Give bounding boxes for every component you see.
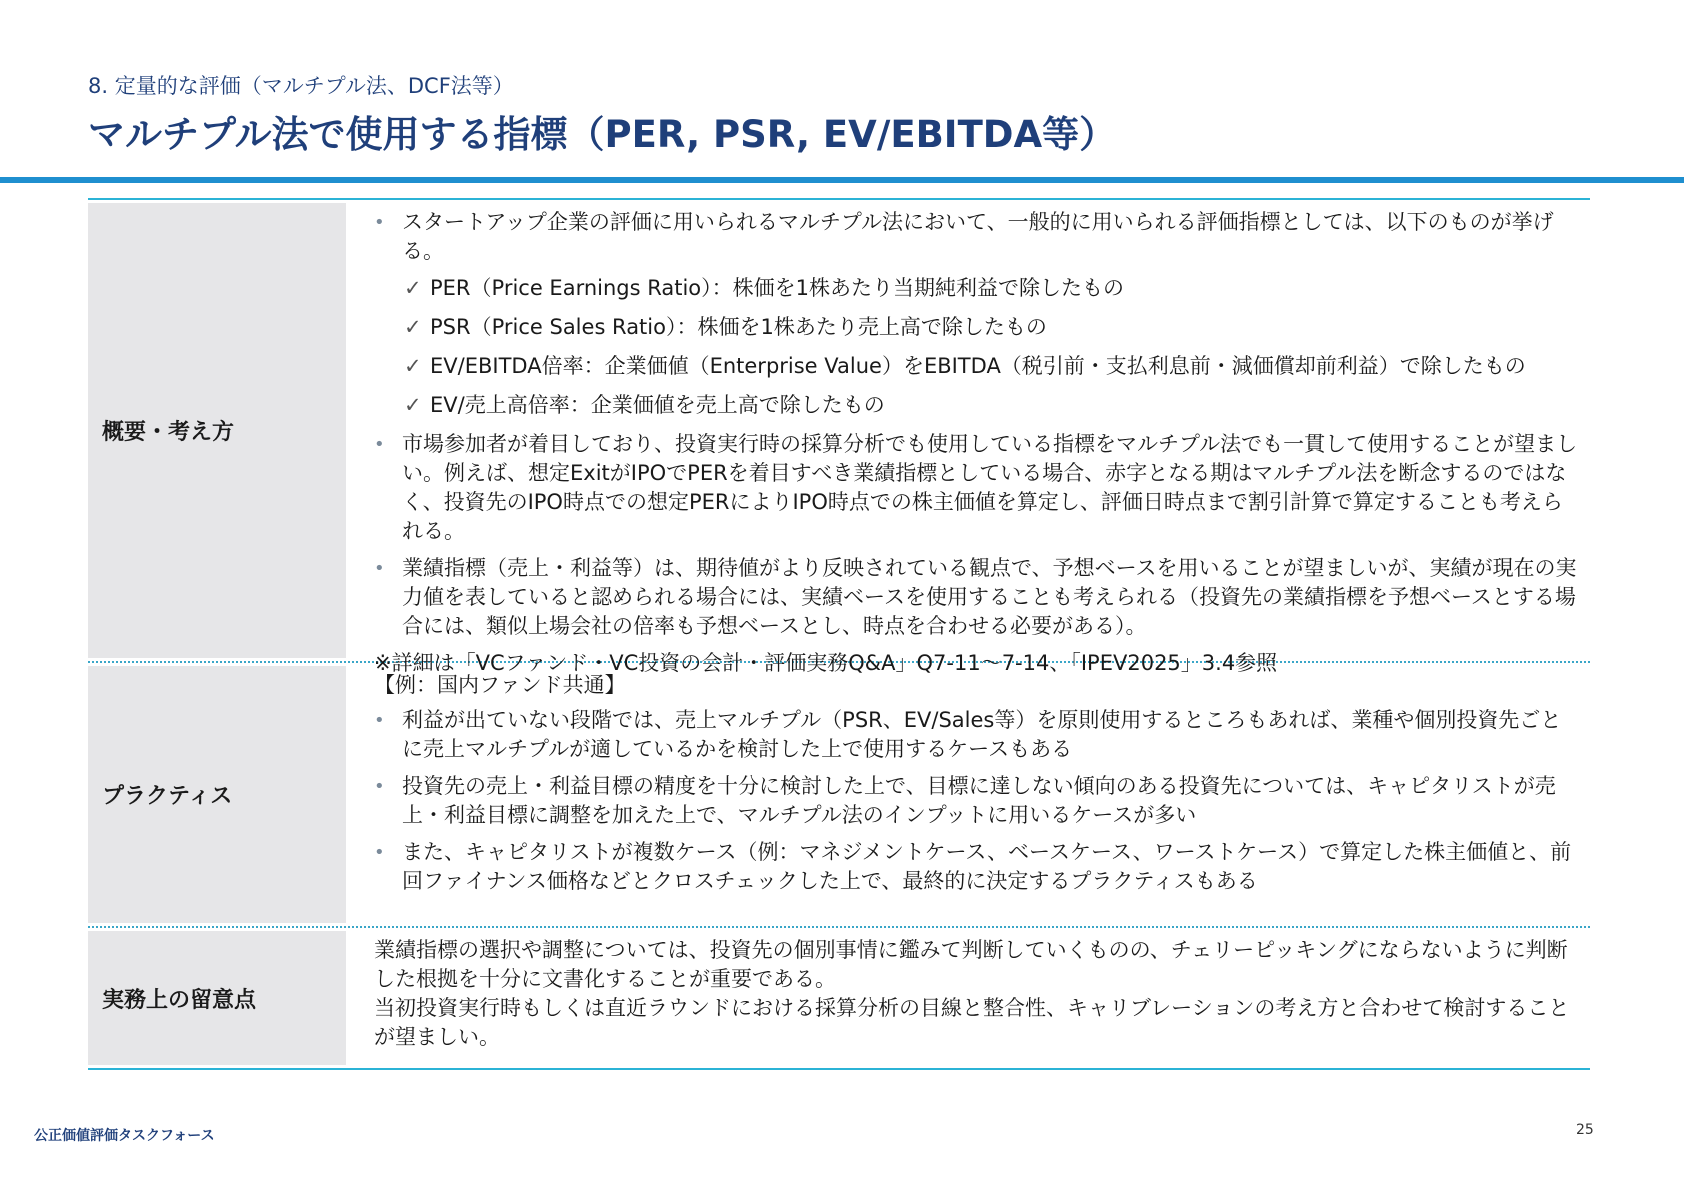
check-item — [374, 391, 1580, 419]
bullet-list — [374, 430, 1580, 641]
list-item — [374, 430, 1580, 546]
bullet-text: 利益が出ていない段階では、売上マルチプル（PSR、EV/Sales等）を原則使用するところもあれば、業種や個別投資先ごとに売上マルチプルが適しているかを検討した上で使用するケースもある — [402, 708, 1562, 761]
bullet-list — [374, 706, 1580, 896]
bullet-icon: • — [374, 842, 385, 863]
row-content — [346, 928, 1590, 1068]
footer-organization: 公正価値評価タスクフォース — [34, 1128, 215, 1144]
bullet-icon: • — [374, 434, 385, 455]
title-divider — [0, 177, 1684, 183]
list-item — [374, 772, 1580, 830]
check-item — [374, 352, 1580, 380]
row-content — [346, 200, 1590, 675]
table-row-overview — [88, 200, 1590, 675]
table-row-notes — [88, 926, 1590, 1070]
check-icon: ✓ — [404, 315, 422, 339]
check-list — [374, 274, 1580, 419]
page-number: 25 — [1576, 1122, 1594, 1138]
check-text: EV/売上高倍率：企業価値を売上高で除したもの — [430, 393, 885, 417]
bullet-icon: • — [374, 558, 385, 579]
row-content — [346, 663, 1590, 926]
check-text: PER（Price Earnings Ratio）：株価を1株あたり当期純利益で除したもの — [430, 276, 1125, 300]
bullet-text: 投資先の売上・利益目標の精度を十分に検討した上で、目標に達しない傾向のある投資先については、キャピタリストが売上・利益目標に調整を加えた上で、マルチプル法のインプットに用いるケースが多い — [402, 774, 1556, 827]
bullet-list — [374, 208, 1580, 266]
reference-note: ※詳細は「VCファンド・VC投資の会計・評価実務Q&A」Q7-11〜7-14、「IPEV2025」3.4参照 — [374, 651, 1278, 675]
content-table — [88, 198, 1590, 1070]
row-label: 実務上の留意点 — [88, 931, 346, 1065]
list-item — [374, 554, 1580, 641]
bullet-icon: • — [374, 212, 385, 233]
bullet-text: また、キャピタリストが複数ケース（例：マネジメントケース、ベースケース、ワーストケース）で算定した株主価値と、前回ファイナンス価格などとクロスチェックした上で、最終的に決定するプラクティスもある — [402, 840, 1572, 893]
bullet-text: 市場参加者が着目しており、投資実行時の採算分析でも使用している指標をマルチプル法でも一貫して使用することが望ましい。例えば、想定ExitがIPOでPERを着目すべき業績指標としている場合、赤字となる期はマルチプル法を断念するのではなく、投資先のIPO時点での想定PERによりIPO時点での株主価値を算定し、評価日時点まで割引計算で算定することも考えられる。 — [402, 432, 1578, 543]
bullet-icon: • — [374, 710, 385, 731]
list-item — [374, 706, 1580, 764]
row-label: プラクティス — [88, 666, 346, 923]
row-label: 概要・考え方 — [88, 203, 346, 658]
example-heading: 【例：国内ファンド共通】 — [374, 673, 626, 697]
page-title: マルチプル法で使用する指標（PER, PSR, EV/EBITDA等） — [88, 113, 1117, 156]
bullet-icon: • — [374, 776, 385, 797]
note-paragraph: 業績指標の選択や調整については、投資先の個別事情に鑑みて判断していくものの、チェリーピッキングにならないように判断した根拠を十分に文書化することが重要である。 — [374, 938, 1568, 991]
check-icon: ✓ — [404, 276, 422, 300]
bullet-text: 業績指標（売上・利益等）は、期待値がより反映されている観点で、予想ベースを用いることが望ましいが、実績が現在の実力値を表していると認められる場合には、実績ベースを使用することも考えられる（投資先の業績指標を予想ベースとする場合には、類似上場会社の倍率も予想ベースとし、時点を合わせる必要がある）。 — [402, 556, 1577, 638]
check-icon: ✓ — [404, 393, 422, 417]
note-paragraph: 当初投資実行時もしくは直近ラウンドにおける採算分析の目線と整合性、キャリブレーションの考え方と合わせて検討することが望ましい。 — [374, 996, 1570, 1049]
table-row-practice — [88, 661, 1590, 926]
check-text: EV/EBITDA倍率：企業価値（Enterprise Value）をEBITDA（税引前・支払利息前・減価償却前利益）で除したもの — [430, 354, 1526, 378]
check-item — [374, 313, 1580, 341]
check-icon: ✓ — [404, 354, 422, 378]
list-item — [374, 838, 1580, 896]
list-item — [374, 208, 1580, 266]
check-text: PSR（Price Sales Ratio）：株価を1株あたり売上高で除したもの — [430, 315, 1047, 339]
section-subtitle: 8. 定量的な評価（マルチプル法、DCF法等） — [88, 74, 514, 98]
check-item — [374, 274, 1580, 302]
bullet-text: スタートアップ企業の評価に用いられるマルチプル法において、一般的に用いられる評価指標としては、以下のものが挙げる。 — [402, 210, 1554, 263]
